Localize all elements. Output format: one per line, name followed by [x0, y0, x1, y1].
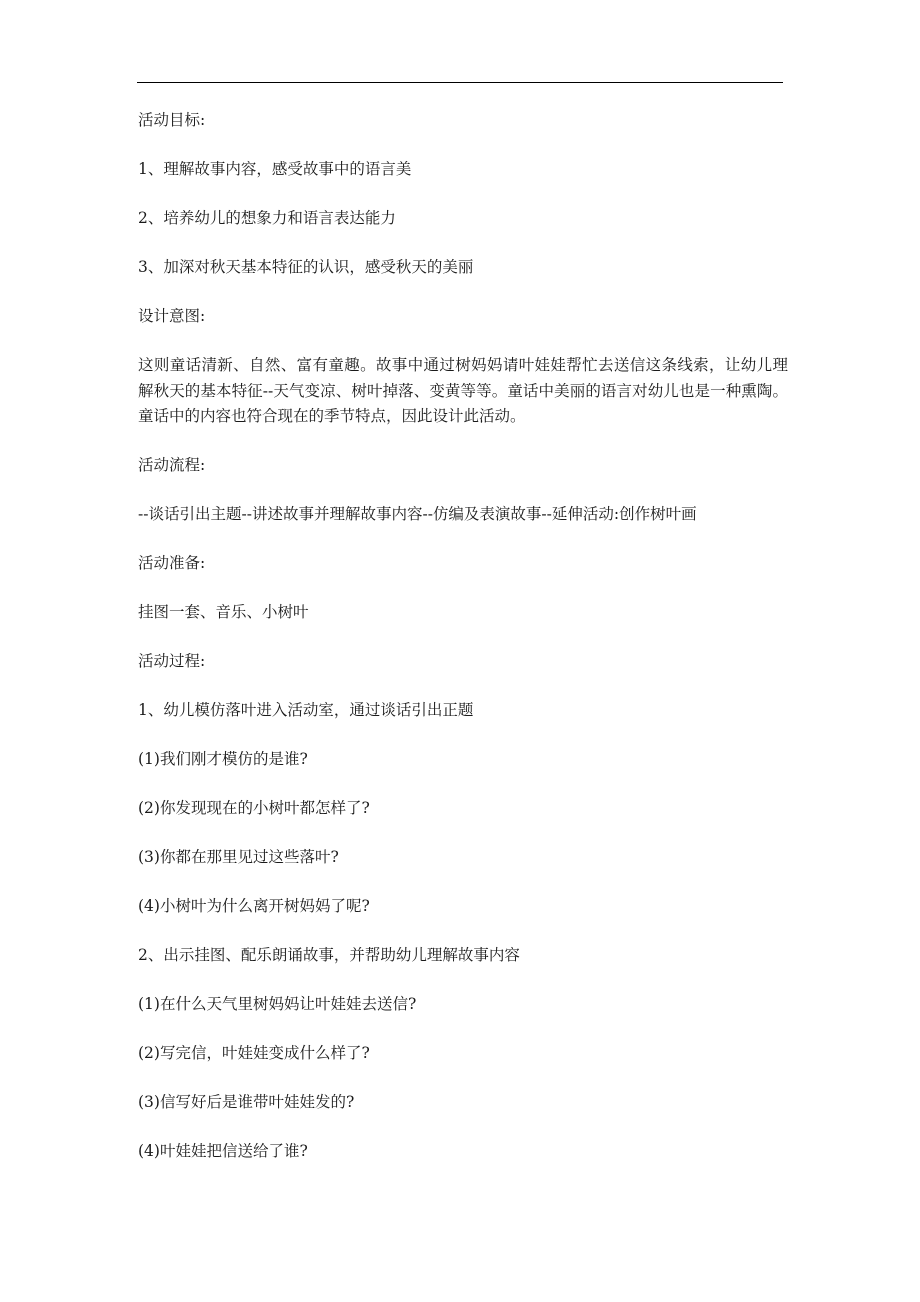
step-1-question-4: (4)小树叶为什么离开树妈妈了呢? [138, 896, 370, 915]
step-1-question-2: (2)你发现现在的小树叶都怎样了? [138, 798, 370, 817]
document-body [138, 108, 788, 1188]
step-2-question-4: (4)叶娃娃把信送给了谁? [138, 1141, 308, 1160]
process-step-1: 1、幼儿模仿落叶进入活动室，通过谈话引出正题 [138, 701, 474, 720]
goal-item-3: 3、加深对秋天基本特征的认识，感受秋天的美丽 [138, 257, 474, 276]
heading-activity-process: 活动过程: [138, 652, 206, 671]
step-1-question-3: (3)你都在那里见过这些落叶? [138, 847, 339, 866]
process-step-2: 2、出示挂图、配乐朗诵故事，并帮助幼儿理解故事内容 [138, 945, 520, 964]
step-2-question-1: (1)在什么天气里树妈妈让叶娃娃去送信? [138, 994, 417, 1013]
design-intent-text: 这则童话清新、自然、富有童趣。故事中通过树妈妈请叶娃娃帮忙去送信这条线索，让幼儿理解秋天的基本特征--天气变凉、树叶掉落、变黄等等。童话中美丽的语言对幼儿也是一种熏陶。童话中的内容也符合现在的季节特点，因此设计此活动。 [138, 355, 788, 426]
step-1-question-1: (1)我们刚才模仿的是谁? [138, 750, 308, 768]
heading-activity-flow: 活动流程: [138, 456, 206, 475]
heading-design-intent: 设计意图: [138, 306, 206, 325]
goal-item-1: 1、理解故事内容，感受故事中的语言美 [138, 159, 412, 178]
heading-activity-goals: 活动目标: [138, 111, 206, 129]
preparation-text: 挂图一套、音乐、小树叶 [138, 603, 309, 622]
step-2-question-2: (2)写完信，叶娃娃变成什么样了? [138, 1043, 370, 1062]
activity-flow-text: --谈话引出主题--讲述故事并理解故事内容--仿编及表演故事--延伸活动:创作树叶画 [138, 505, 697, 524]
step-2-question-3: (3)信写好后是谁带叶娃娃发的? [138, 1092, 355, 1111]
header-rule [137, 82, 783, 83]
heading-activity-preparation: 活动准备: [138, 554, 206, 573]
goal-item-2: 2、培养幼儿的想象力和语言表达能力 [138, 208, 396, 227]
